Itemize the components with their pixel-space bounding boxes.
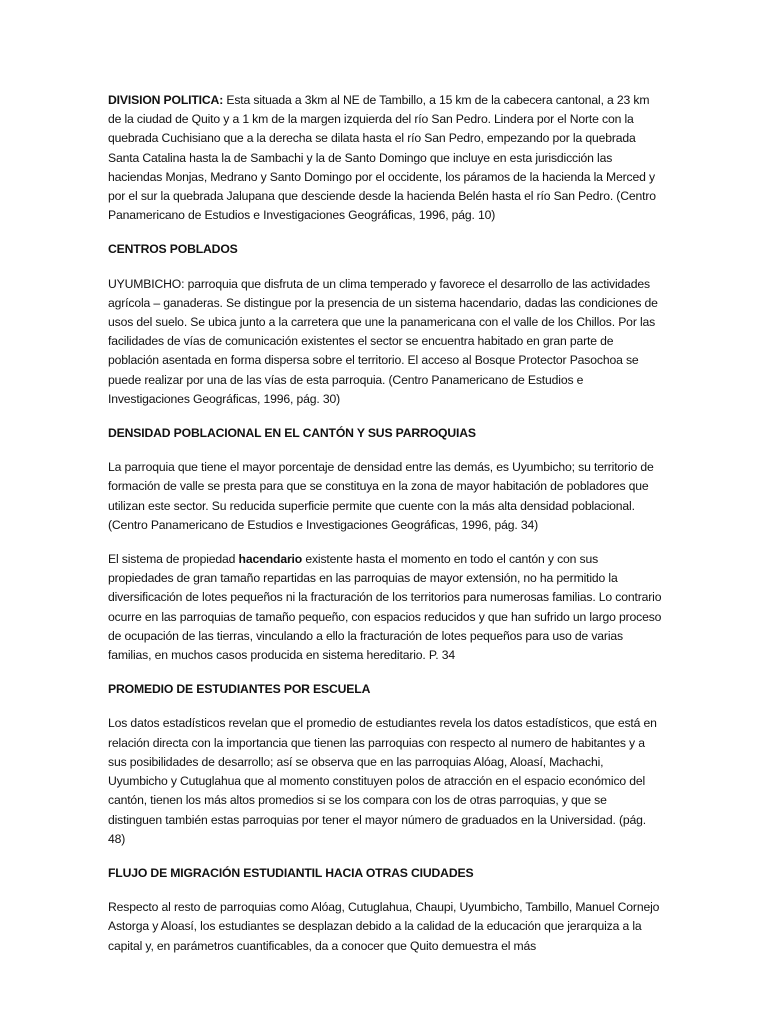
densidad-p2-bold: hacendario — [238, 552, 303, 567]
division-politica-paragraph — [108, 91, 664, 225]
uyumbicho-paragraph — [108, 275, 664, 409]
densidad-p2-after: existente hasta el momento en todo el cantón y con sus propiedades de gran tamaño repartidas en las parroquias de mayor extensión, no ha permitido la diversificación de lotes pequeños ni la fracturación de los territorios para numerosas familias. Lo contrario ocurre en las parroquias de tamaño pequeño, con espacios reducidos y que han sufrido un largo proceso de ocupación de las tierras, vinculando a ello la fracturación de lotes pequeños para uso de varias familias, en muchos casos producida en sistema hereditario. P. 34 — [108, 552, 662, 663]
centros-poblados-heading: CENTROS POBLADOS — [108, 242, 238, 257]
flujo-paragraph: Respecto al resto de parroquias como Alóag, Cutuglahua, Chaupi, Uyumbicho, Tambillo, Manuel Cornejo Astorga y Aloasí, los estudiantes se desplazan debido a la calidad de la educación que jerarquiza a la capital y, en parámetros cuantificables, da a conocer que Quito demuestra el más — [108, 900, 660, 953]
uyumbicho-label: UYUMBICHO: — [108, 276, 185, 291]
flujo-heading: FLUJO DE MIGRACIÓN ESTUDIANTIL HACIA OTRAS CIUDADES — [108, 865, 474, 880]
division-politica-text: Esta situada a 3km al NE de Tambillo, a 15 km de la cabecera cantonal, a 23 km de la ciudad de Quito y a 1 km de la margen izquierda del río San Pedro. Lindera por el Norte con la quebrada Cuchisiano que a la derecha se dilata hasta el río San Pedro, empezando por la quebrada Santa Catalina hasta la de Sambachi y la de Santo Domingo que incluye en esta jurisdicción las haciendas Monjas, Medrano y Santo Domingo por el occidente, los páramos de la hacienda la Merced y por el sur la quebrada Jalupana que desciende desde la hacienda Belén hasta el río San Pedro. (Centro Panamericano de Estudios e Investigaciones Geográficas, 1996, pág. 10) — [108, 93, 656, 223]
promedio-paragraph: Los datos estadísticos revelan que el promedio de estudiantes revela los datos estadísticos, que está en relación directa con la importancia que tienen las parroquias con respecto al numero de habitantes y a sus posibilidades de desarrollo; así se observa que en las parroquias Alóag, Aloasí, Machachi, Uyumbicho y Cutuglahua que al momento constituyen polos de atracción en el espacio económico del cantón, tienen los más altos promedios si se los compara con los de otras parroquias, y que se distinguen también estas parroquias por tener el mayor número de graduados en la Universidad. (pág. 48) — [108, 716, 657, 846]
densidad-p2-before: El sistema de propiedad — [108, 552, 239, 567]
densidad-heading: DENSIDAD POBLACIONAL EN EL CANTÓN Y SUS PARROQUIAS — [108, 426, 476, 441]
uyumbicho-text: parroquia que disfruta de un clima temperado y favorece el desarrollo de las actividades agrícola – ganaderas. Se distingue por la presencia de un sistema hacendario, dadas las condiciones de usos del suelo. Se ubica junto a la carretera que une la panamericana con el valle de los Chillos. Por las facilidades de vías de comunicación existentes el sector se encuentra habitado en gran parte de población asentada en forma dispersa sobre el territorio. El acceso al Bosque Protector Pasochoa se puede realizar por una de las vías de esta parroquia. (Centro Panamericano de Estudios e Investigaciones Geográficas, 1996, pág. 30) — [108, 276, 658, 406]
promedio-heading: PROMEDIO DE ESTUDIANTES POR ESCUELA — [108, 682, 371, 697]
document-page — [108, 91, 664, 956]
division-politica-label: DIVISION POLITICA: — [108, 93, 224, 107]
densidad-paragraph-2 — [108, 550, 664, 665]
densidad-paragraph-1: La parroquia que tiene el mayor porcentaje de densidad entre las demás, es Uyumbicho; su territorio de formación de valle se presta para que se constituya en la zona de mayor habitación de pobladores que utilizan este sector. Su reducida superficie permite que cuente con la más alta densidad poblacional. (Centro Panamericano de Estudios e Investigaciones Geográficas, 1996, pág. 34) — [108, 460, 654, 532]
